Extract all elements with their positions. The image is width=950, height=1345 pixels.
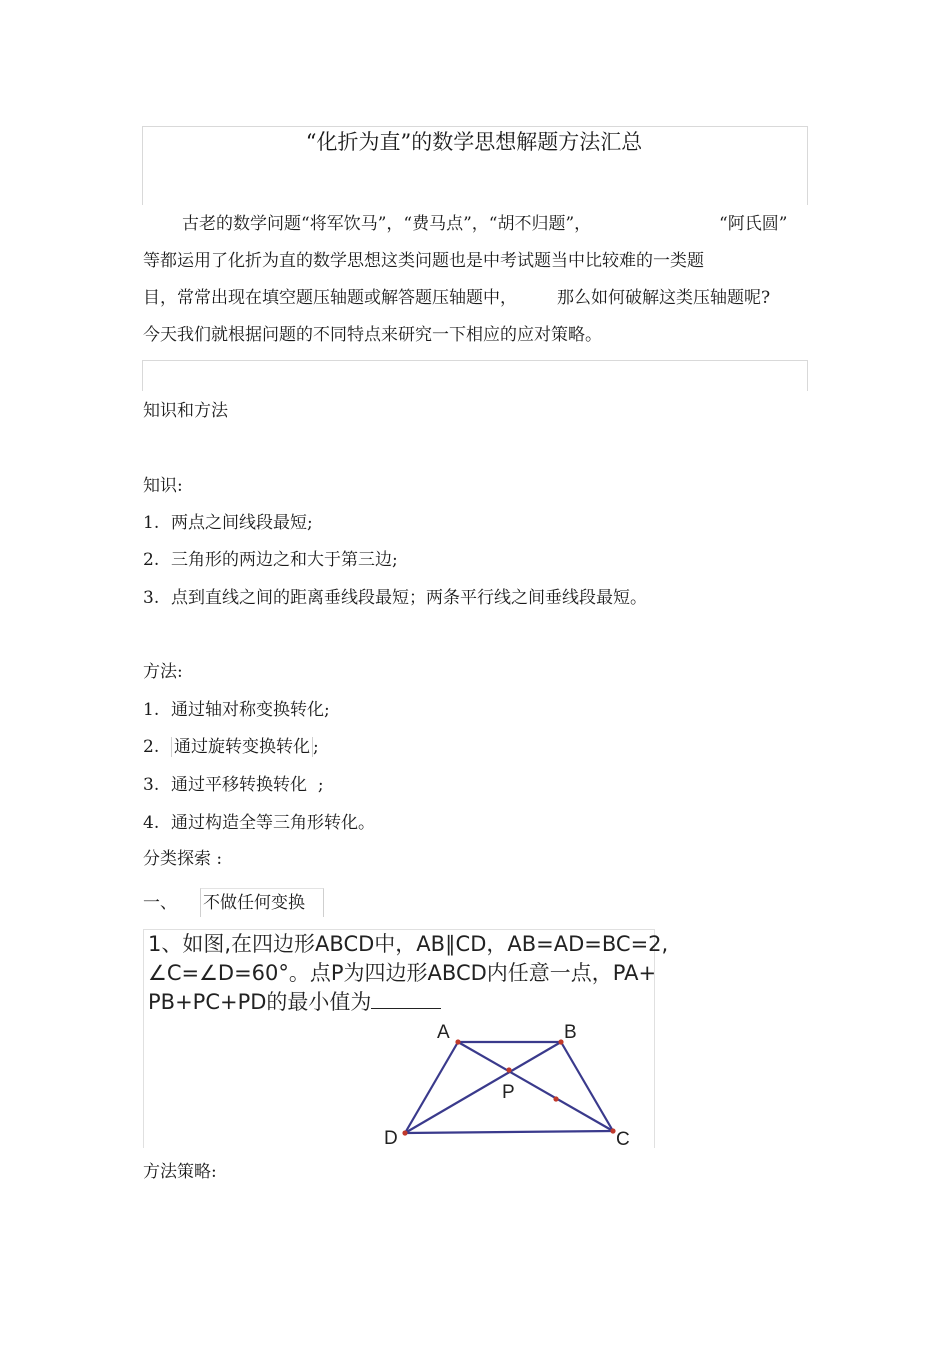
method-item-1: 1. 通过轴对称变换转化;	[143, 700, 330, 720]
problem-line-1: 1、如图,在四边形ABCD中，AB∥CD，AB=AD=BC=2,	[148, 932, 669, 956]
point-b	[558, 1039, 563, 1044]
intro-line-2: 等都运用了化折为直的数学思想这类问题也是中考试题当中比较难的一类题	[143, 251, 704, 271]
intro-line-1b: “阿氏圆”	[719, 214, 788, 234]
point-c	[610, 1128, 615, 1133]
category-title: 不做任何变换	[203, 893, 305, 913]
quadrilateral-diagram	[144, 930, 657, 1148]
separator-frame	[142, 360, 808, 391]
classify-heading: 分类探索 :	[143, 849, 223, 869]
intro-line-1a: 古老的数学问题“将军饮马”，“费马点”，“胡不归题”，	[182, 214, 592, 234]
label-b: B	[564, 1022, 577, 1043]
method-item-3: 3. 通过平移转换转化 ;	[143, 775, 324, 795]
point-a	[455, 1039, 460, 1044]
category-number: 一、	[143, 893, 177, 913]
knowledge-heading: 知识:	[143, 476, 183, 496]
edge-da	[405, 1042, 458, 1133]
problem-figure-box	[143, 929, 669, 1148]
label-c: C	[616, 1129, 630, 1148]
problem-line-3: PB+PC+PD的最小值为	[148, 988, 441, 1017]
knowledge-item-3: 3. 点到直线之间的距离垂线段最短；两条平行线之间垂线段最短。	[143, 588, 647, 608]
point-p	[506, 1067, 511, 1072]
page-title: “化折为直”的数学思想解题方法汇总	[305, 130, 643, 154]
section-heading: 知识和方法	[143, 401, 228, 421]
edge-bc	[561, 1042, 613, 1131]
edge-cd	[405, 1131, 613, 1133]
method-item-4: 4. 通过构造全等三角形转化。	[143, 813, 375, 833]
strategy-heading: 方法策略:	[143, 1162, 217, 1182]
intro-line-3a: 目，常常出现在填空题压轴题或解答题压轴题中，	[143, 288, 517, 308]
point-d	[402, 1130, 407, 1135]
methods-heading: 方法:	[143, 662, 183, 682]
label-p: P	[502, 1082, 515, 1103]
knowledge-item-1: 1. 两点之间线段最短;	[143, 513, 313, 533]
label-a: A	[437, 1022, 450, 1043]
problem-line-2: ∠C=∠D=60°。点P为四边形ABCD内任意一点，PA+	[148, 961, 657, 985]
point-extra	[553, 1096, 558, 1101]
intro-line-3b: 那么如何破解这类压轴题呢?	[557, 288, 771, 308]
intro-line-4: 今天我们就根据问题的不同特点来研究一下相应的应对策略。	[143, 325, 602, 345]
label-d: D	[384, 1128, 398, 1148]
knowledge-item-2: 2. 三角形的两边之和大于第三边;	[143, 550, 398, 570]
diagonal-ac	[458, 1042, 613, 1131]
method-item-2: 2. 通过旋转变换转化 ;	[143, 737, 319, 757]
